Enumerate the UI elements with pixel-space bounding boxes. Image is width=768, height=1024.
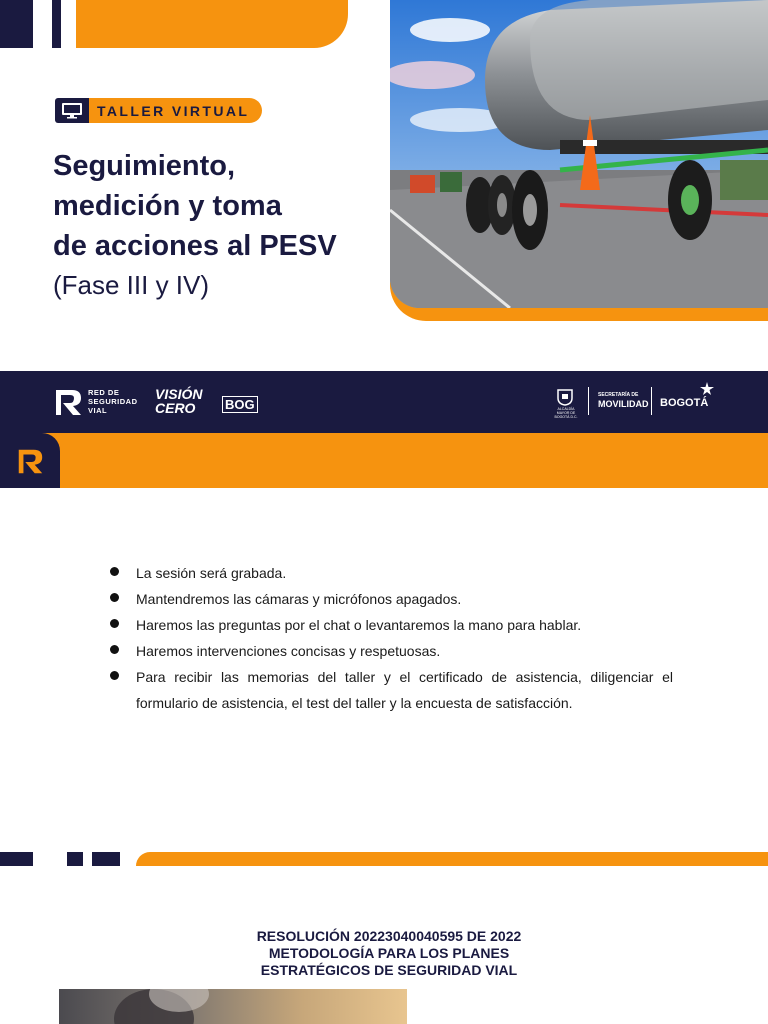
top-left-bar-stripe (52, 0, 61, 48)
title-line: de acciones al PESV (53, 230, 337, 262)
r-logo-tab (0, 433, 60, 488)
title-line: Seguimiento, (53, 150, 236, 182)
list-item: Para recibir las memorias del taller y el certificado de asistencia, diligenciar el formulario de asistencia, el test del taller y la encuesta de satisfacción. (108, 664, 673, 716)
vision-cero-tag: BOG (222, 396, 258, 413)
red-seguridad-label: RED DE SEGURIDAD VIAL (88, 388, 138, 415)
red-seguridad-logo (52, 386, 84, 423)
truck-photo (390, 0, 768, 308)
logo-divider (588, 387, 589, 415)
badge-label: TALLER VIRTUAL (97, 102, 250, 119)
alcaldia-label: ALCALDÍA MAYOR DE BOGOTÁ D.C. (554, 407, 578, 419)
top-orange-banner (76, 0, 348, 48)
workshop-badge (55, 98, 262, 123)
bogota-logo: BOGOTÁ (660, 397, 709, 409)
red-seguridad-r-icon (52, 386, 84, 418)
bottom-orange-banner (136, 852, 768, 866)
page-subtitle: (Fase III y IV) (53, 270, 210, 300)
page-title (53, 146, 383, 266)
secretaria-logo: SECRETARÍA DE MOVILIDAD (598, 392, 649, 409)
title-line: medición y toma (53, 190, 282, 222)
list-item: Haremos intervenciones concisas y respetuosas. (108, 638, 673, 664)
orange-band (0, 433, 768, 488)
session-rules-list (108, 560, 673, 716)
bottom-left-bar-stripe (92, 852, 120, 866)
vision-cero-logo: VISIÓN CERO (155, 386, 203, 416)
list-item: La sesión será grabada. (108, 560, 673, 586)
top-left-bar-block (0, 0, 33, 48)
r-logo-icon (15, 446, 45, 476)
list-item: Haremos las preguntas por el chat o levantaremos la mano para hablar. (108, 612, 673, 638)
bogota-star-icon (700, 382, 714, 401)
bottom-left-bar-stripe (67, 852, 83, 866)
resolution-heading: RESOLUCIÓN 20223040040595 DE 2022 METODOLOGÍA PARA LOS PLANES ESTRATÉGICOS DE SEGURIDAD VIAL (256, 928, 522, 978)
list-item: Mantendremos las cámaras y micrófonos apagados. (108, 586, 673, 612)
monitor-icon (55, 98, 89, 123)
bottom-photo (59, 989, 407, 1024)
bottom-left-bar-block (0, 852, 33, 866)
truck-photo-frame (390, 0, 768, 321)
logo-divider (651, 387, 652, 415)
